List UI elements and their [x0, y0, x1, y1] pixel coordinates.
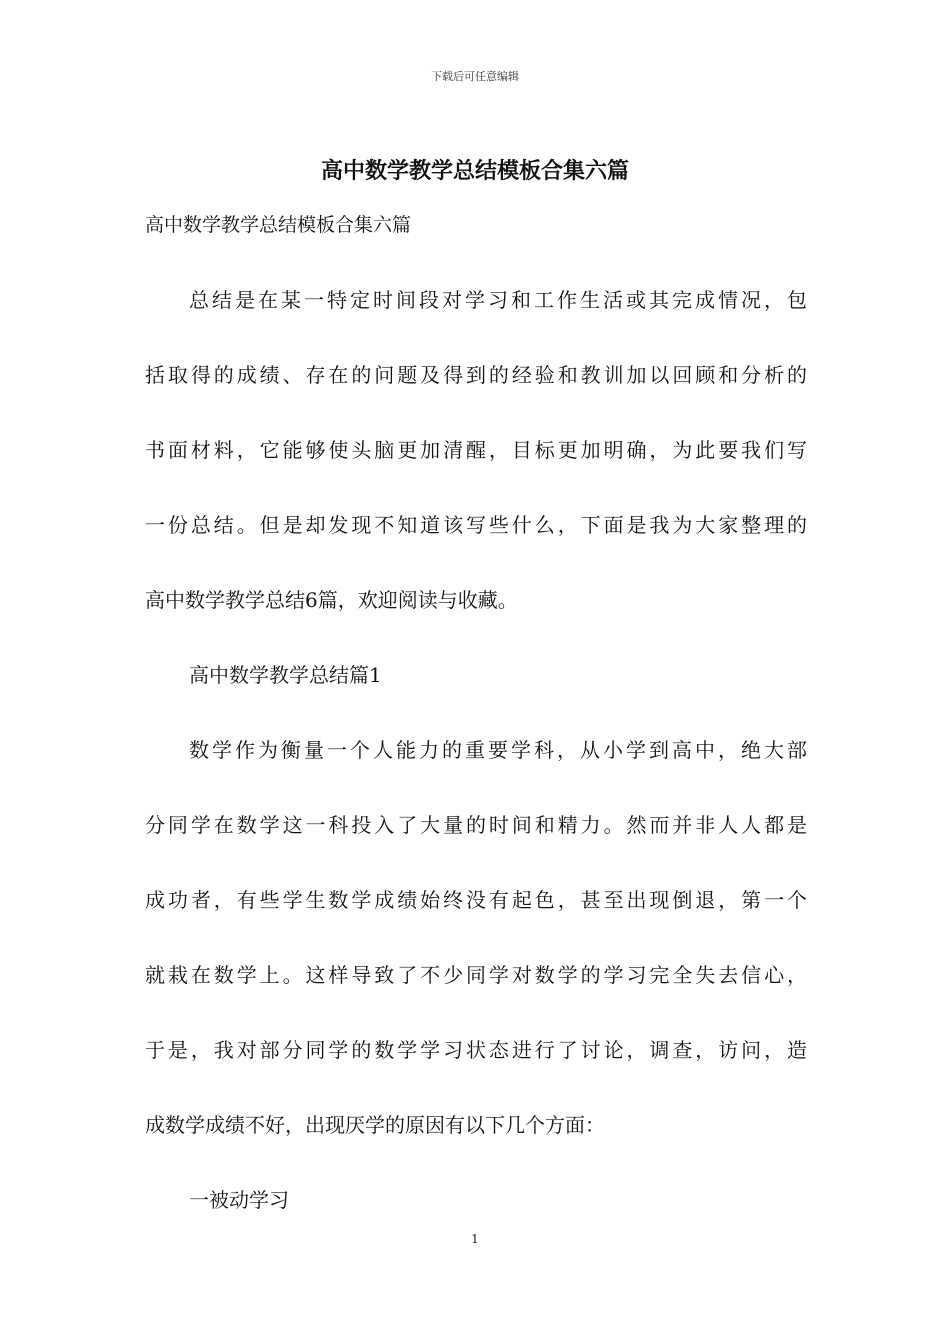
subsection-heading: 一被动学习	[189, 1188, 289, 1212]
document-subtitle: 高中数学教学总结模板合集六篇	[145, 214, 412, 236]
paragraph-line: 于是，我对部分同学的数学学习状态进行了讨论，调查，访问，造	[145, 1038, 807, 1062]
page-number: 1	[471, 1232, 479, 1246]
paragraph-line: 高中数学教学总结6篇，欢迎阅读与收藏。	[145, 588, 518, 612]
document-body	[145, 287, 807, 1262]
paragraph-line: 分同学在数学这一科投入了大量的时间和精力。然而并非人人都是	[145, 813, 807, 837]
document-title: 高中数学教学总结模板合集六篇	[320, 158, 629, 184]
paragraph-line: 总结是在某一特定时间段对学习和工作生活或其完成情况，包	[189, 288, 807, 312]
paragraph-line: 就栽在数学上。这样导致了不少同学对数学的学习完全失去信心，	[145, 963, 807, 987]
header-note: 下载后可任意编辑	[431, 70, 519, 83]
paragraph-line: 一份总结。但是却发现不知道该写些什么，下面是我为大家整理的	[145, 513, 807, 537]
paragraph-line: 成功者，有些学生数学成绩始终没有起色，甚至出现倒退，第一个	[145, 888, 807, 912]
paragraph-line: 成数学成绩不好，出现厌学的原因有以下几个方面：	[145, 1113, 605, 1137]
paragraph-line: 数学作为衡量一个人能力的重要学科，从小学到高中，绝大部	[189, 738, 807, 762]
paragraph-line: 书面材料，它能够使头脑更加清醒，目标更加明确，为此要我们写	[145, 438, 807, 462]
paragraph-line: 括取得的成绩、存在的问题及得到的经验和教训加以回顾和分析的	[145, 363, 807, 387]
section-heading: 高中数学教学总结篇1	[189, 663, 382, 687]
